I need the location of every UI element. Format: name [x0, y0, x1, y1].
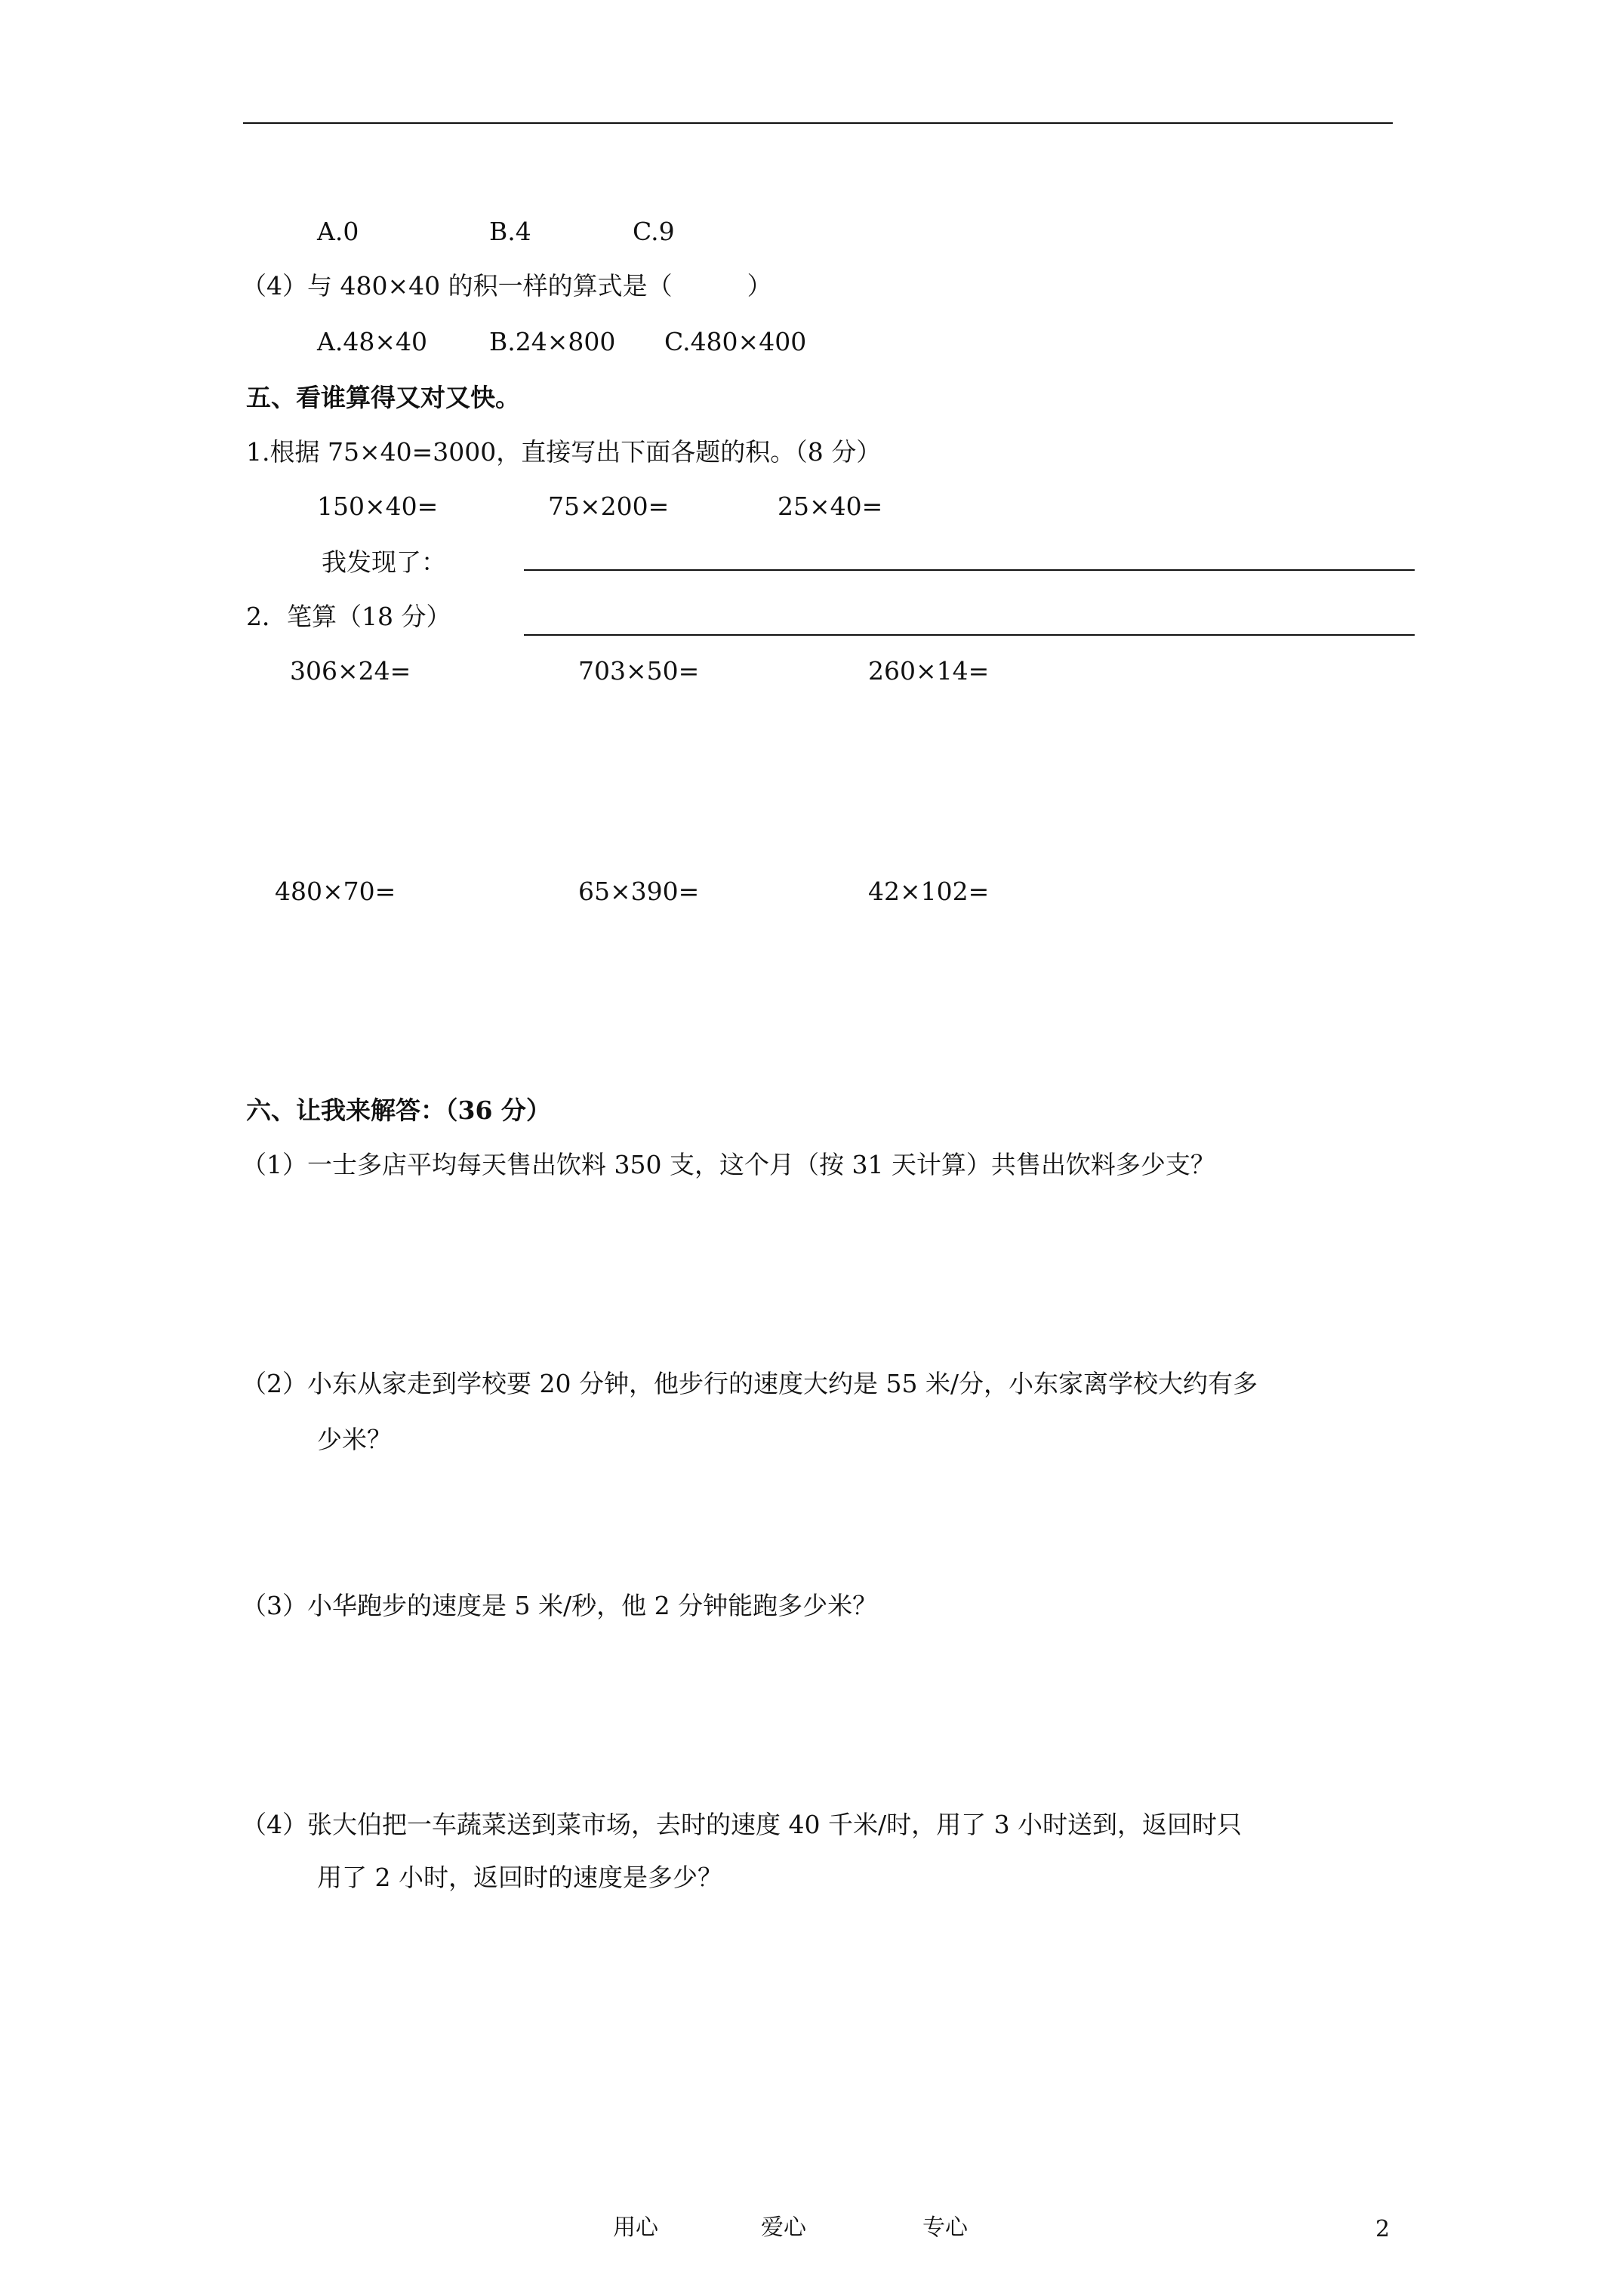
- problem-2-line-1: （2）小东从家走到学校要 20 分钟，他步行的速度大约是 55 米/分，小东家离学校大约有多: [242, 1369, 1258, 1398]
- problem-4-line-2: 用了 2 小时，返回时的速度是多少？: [317, 1863, 722, 1892]
- calc-row1-item-3: 260×14=: [868, 656, 990, 686]
- calc-row1-item-2: 703×50=: [578, 656, 700, 686]
- section5-title: 五、看谁算得又对又快。: [246, 383, 520, 412]
- answer-line-1: [524, 569, 1415, 571]
- q3-option-b: B.4: [489, 217, 531, 246]
- section5-part2-text: 2．笔算（18 分）: [246, 602, 451, 631]
- q3-option-c: C.9: [633, 217, 675, 246]
- section6-title: 六、让我来解答：（36 分）: [246, 1096, 551, 1125]
- part1-item-3: 25×40=: [778, 492, 883, 521]
- q4-option-b: B.24×800: [489, 327, 616, 356]
- footer-motto-2: 爱心: [761, 2214, 806, 2241]
- problem-3: （3）小华跑步的速度是 5 米/秒，他 2 分钟能跑多少米？: [242, 1591, 878, 1620]
- calc-row1-item-1: 306×24=: [290, 656, 411, 686]
- footer-motto-3: 专心: [922, 2214, 968, 2241]
- found-label: 我发现了：: [322, 547, 446, 577]
- problem-1: （1）一士多店平均每天售出饮料 350 支，这个月（按 31 天计算）共售出饮料多少支？: [242, 1150, 1215, 1179]
- part1-item-1: 150×40=: [317, 492, 439, 521]
- q3-option-a: A.0: [317, 217, 359, 246]
- footer-motto-1: 用心: [613, 2214, 658, 2241]
- part1-item-2: 75×200=: [548, 492, 670, 521]
- calc-row2-item-1: 480×70=: [275, 877, 396, 906]
- q4-option-c: C.480×400: [664, 327, 807, 356]
- calc-row2-item-2: 65×390=: [578, 877, 700, 906]
- calc-row2-item-3: 42×102=: [868, 877, 990, 906]
- problem-4-line-1: （4）张大伯把一车蔬菜送到菜市场，去时的速度 40 千米/时，用了 3 小时送到，返回时只: [242, 1810, 1243, 1839]
- answer-line-2: [524, 634, 1415, 636]
- page-number: 2: [1375, 2216, 1390, 2242]
- q4-option-a: A.48×40: [317, 327, 427, 356]
- q4-stem: （4）与 480×40 的积一样的算式是（ ）: [242, 271, 772, 300]
- header-rule: [243, 122, 1393, 124]
- section5-part1-text: 1.根据 75×40=3000，直接写出下面各题的积。（8 分）: [246, 437, 882, 467]
- problem-2-line-2: 少米？: [317, 1425, 392, 1454]
